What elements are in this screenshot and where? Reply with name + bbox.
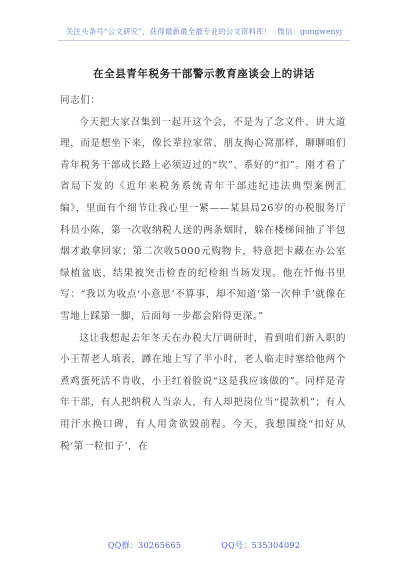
footer-qq-group: QQ群：30265665 <box>107 541 182 550</box>
header-divider <box>58 40 350 41</box>
document-body <box>60 90 346 457</box>
footer-qq-number: QQ号：535304092 <box>221 541 301 550</box>
greeting: 同志们： <box>60 95 101 106</box>
header-wechat-text: 微信：gongwenyj <box>277 27 343 36</box>
paragraph-2: 这让我想起去年冬天在办税大厅调研时，看到咱们新入职的小王帮老人填表，蹲在地上写了半小时，老人临走时塞给他两个煮鸡蛋死活不肯收，小王红着脸说“这是我应该做的”。同样是青年干部，有人把纳税人当亲人，有人却把岗位当“提款机”；有人用汗水换口碑，有人用贪欲毁前程。今天，我想围绕“扣好从税‘第一粒扣子’，在 <box>60 332 346 452</box>
header-promo-text: 关注头条号“公文研究”，获得最新最全最专业的公文资料库！ <box>65 27 272 36</box>
page-footer <box>0 540 408 551</box>
page-header <box>0 26 408 37</box>
document-title: 在全县青年税务干部警示教育座谈会上的讲话 <box>93 68 315 80</box>
paragraph-1: 今天把大家召集到一起开这个会，不是为了念文件、讲大道理，而是想坐下来，像长辈拉家常、朋友掏心窝那样，聊聊咱们青年税务干部成长路上必须迈过的“坎”、系好的“扣”。刚才看了省局下发的《近年来税务系统青年干部违纪违法典型案例汇编》，里面有个细节让我心里一紧——某县局26岁的办税服务厅科员小陈，第一次收纳税人送的两条烟时，躲在楼梯间抽了半包烟才敢拿回家；第二次收5000元购物卡，特意把卡藏在办公室绿植盆底，结果被突击检查的纪检组当场发现。他在忏悔书里写：“我以为收点‘小意思’不算事，却不知道‘第一次伸手’就像在雪地上踩第一脚，后面每一步都会陷得更深。” <box>60 116 346 322</box>
